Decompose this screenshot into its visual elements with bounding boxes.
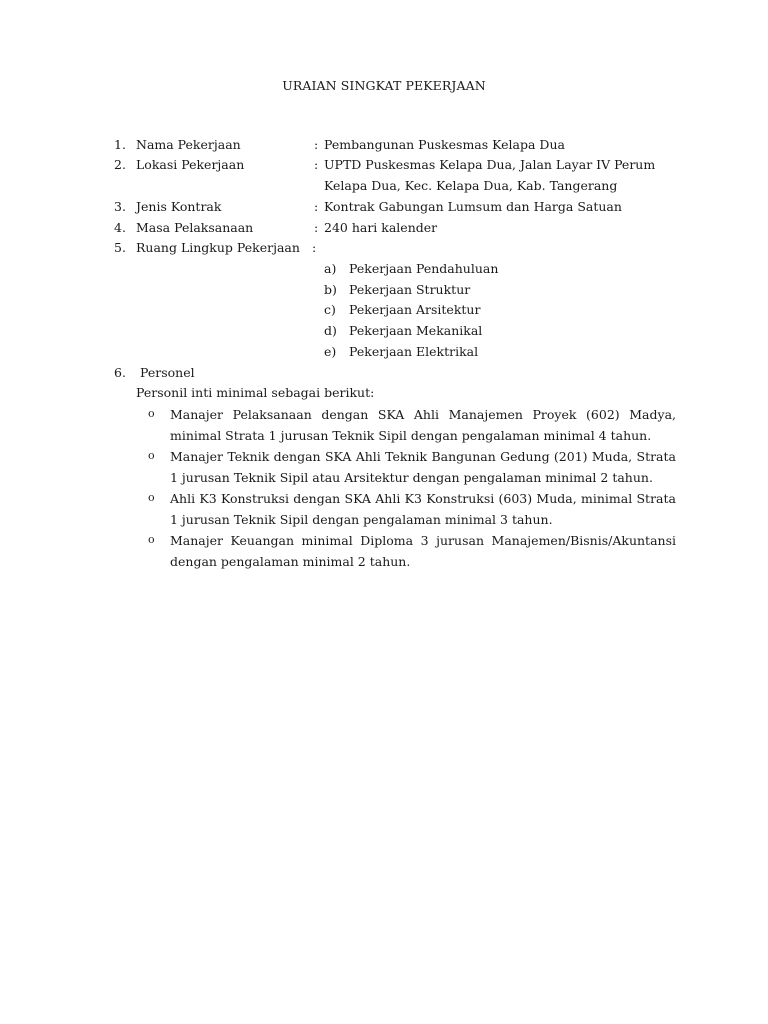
scope-letter: c) (324, 302, 336, 317)
scope-letter: e) (324, 344, 337, 359)
item-colon: : (314, 137, 319, 152)
item-label: Masa Pelaksanaan (136, 220, 254, 235)
scope-text: Pekerjaan Struktur (349, 282, 471, 297)
item-value: Pembangunan Puskesmas Kelapa Dua (324, 137, 565, 152)
item-number: 2. (114, 157, 126, 172)
item-number: 1. (114, 137, 126, 152)
scope-text: Pekerjaan Pendahuluan (349, 261, 499, 276)
scope-letter: b) (324, 282, 337, 297)
bullet-text: Manajer Teknik dengan SKA Ahli Teknik Bangunan Gedung (201) Muda, Strata 1 jurusan Teknik Sipil atau Arsitektur dengan pengalaman minimal 2 tahun. (170, 449, 676, 485)
item-number: 4. (114, 220, 126, 235)
item-number: 5. (114, 240, 126, 255)
item-value-continued: Kelapa Dua, Kec. Kelapa Dua, Kab. Tangerang (324, 178, 618, 193)
item-value: 240 hari kalender (324, 220, 438, 235)
bullet-text: Ahli K3 Konstruksi dengan SKA Ahli K3 Konstruksi (603) Muda, minimal Strata 1 jurusan Teknik Sipil dengan pengalaman minimal 3 tahun. (170, 491, 676, 527)
item-number: 3. (114, 199, 126, 214)
bullet-marker: o (148, 449, 155, 462)
bullet-marker: o (148, 533, 155, 546)
item-number: 6. (114, 365, 126, 380)
scope-letter: a) (324, 261, 337, 276)
scope-text: Pekerjaan Mekanikal (349, 323, 483, 338)
item-colon: : (314, 157, 319, 172)
item-value: UPTD Puskesmas Kelapa Dua, Jalan Layar IV Perum (324, 157, 656, 172)
bullet-marker: o (148, 407, 155, 420)
item-label: Ruang Lingkup Pekerjaan (136, 240, 300, 255)
item-colon: : (314, 220, 319, 235)
document-title: URAIAN SINGKAT PEKERJAAN (282, 78, 486, 93)
item-label: Jenis Kontrak (136, 199, 222, 214)
item-value: Kontrak Gabungan Lumsum dan Harga Satuan (324, 199, 622, 214)
scope-letter: d) (324, 323, 337, 338)
bullet-text: Manajer Keuangan minimal Diploma 3 jurusan Manajemen/Bisnis/Akuntansi dengan pengalaman minimal 2 tahun. (170, 533, 676, 569)
item-label: Lokasi Pekerjaan (136, 157, 245, 172)
item-label: Personel (140, 365, 195, 380)
item-colon: : (314, 199, 319, 214)
bullet-marker: o (148, 491, 155, 504)
item-colon: : (312, 240, 317, 255)
item-label: Nama Pekerjaan (136, 137, 241, 152)
bullet-text: Manajer Pelaksanaan dengan SKA Ahli Manajemen Proyek (602) Madya, minimal Strata 1 jurusan Teknik Sipil dengan pengalaman minimal 4 tahun. (170, 407, 676, 443)
scope-text: Pekerjaan Elektrikal (349, 344, 479, 359)
scope-text: Pekerjaan Arsitektur (349, 302, 481, 317)
personel-intro-text: Personil inti minimal sebagai berikut: (136, 385, 375, 400)
